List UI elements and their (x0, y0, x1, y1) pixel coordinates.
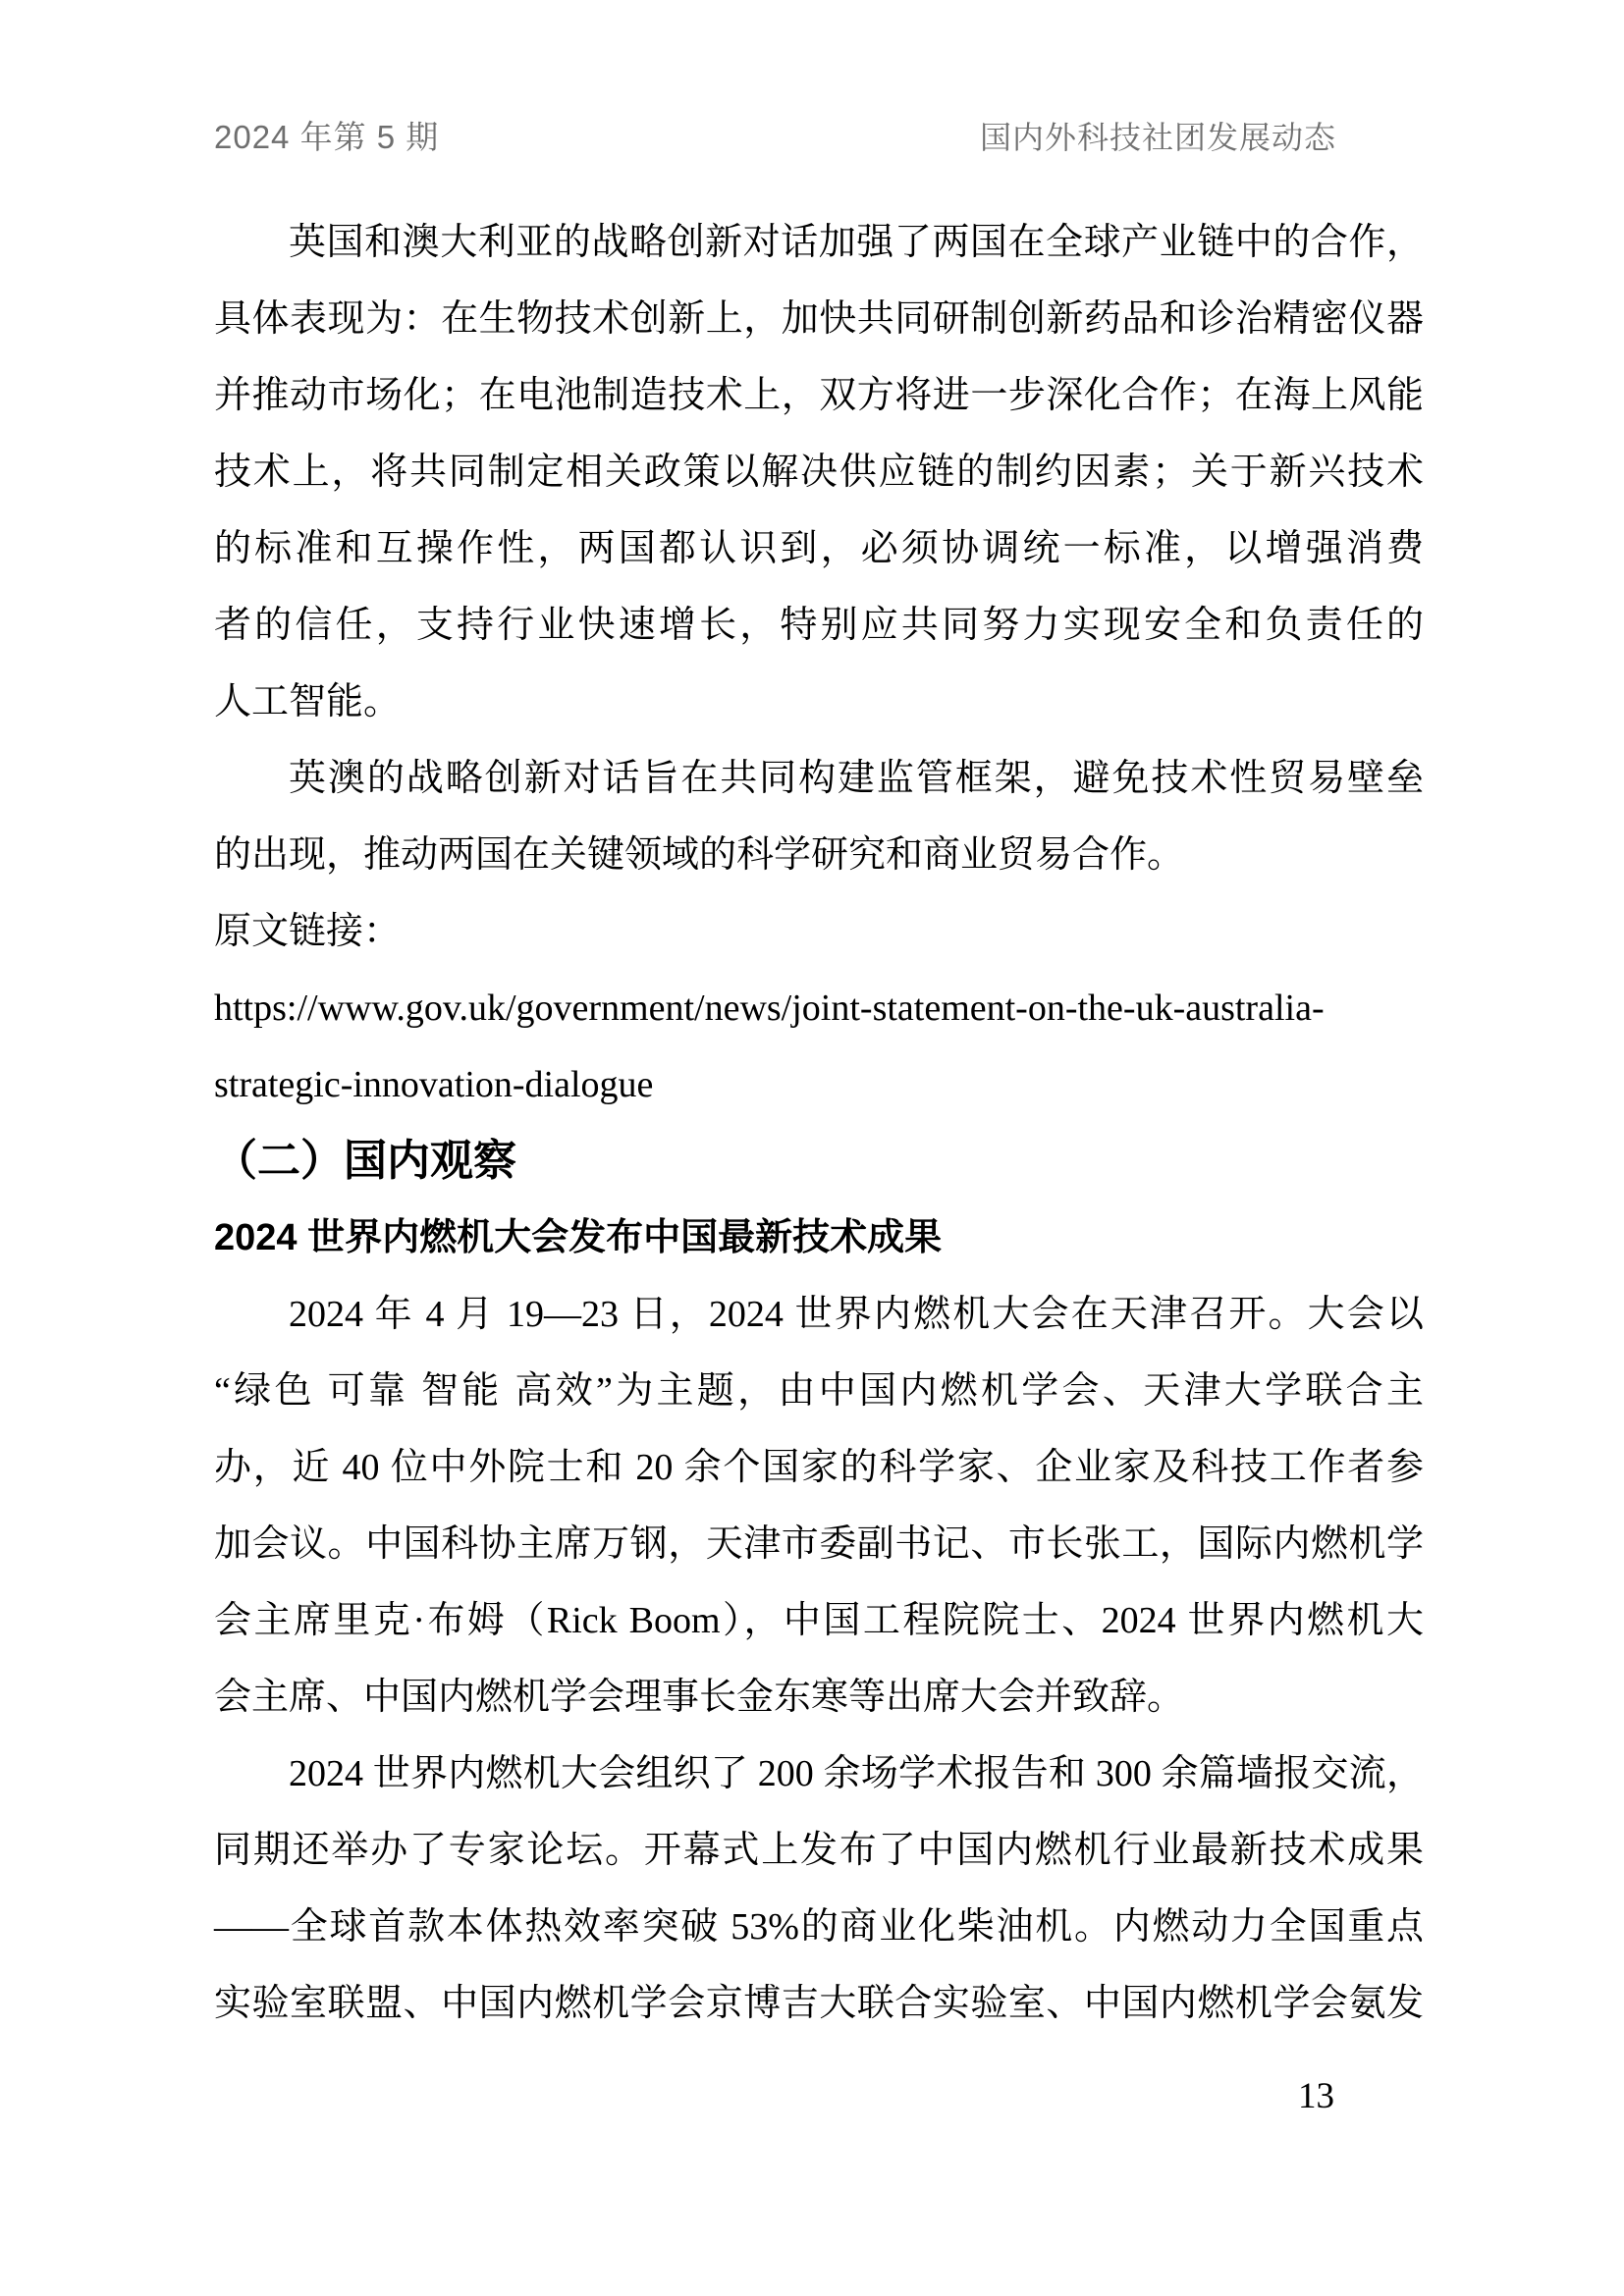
paragraph-line: 2024 世界内燃机大会组织了 200 余场学术报告和 300 余篇墙报交流， (289, 1753, 1424, 1794)
paragraph-line: 并推动市场化；在电池制造技术上，双方将进一步深化合作；在海上风能 (214, 375, 1424, 416)
paragraph-line: “绿色 可靠 智能 高效”为主题，由中国内燃机学会、天津大学联合主 (214, 1370, 1424, 1412)
paragraph-line: 会主席里克·布姆（Rick Boom），中国工程院院士、2024 世界内燃机大 (214, 1600, 1424, 1641)
paragraph-line: 具体表现为：在生物技术创新上，加快共同研制创新药品和诊治精密仪器 (214, 298, 1424, 340)
paragraph-line: 者的信任，支持行业快速增长，特别应共同努力实现安全和负责任的 (214, 605, 1424, 646)
source-link-url-line-2: strategic-innovation-dialogue (214, 1064, 654, 1105)
paragraph-line: 同期还举办了专家论坛。开幕式上发布了中国内燃机行业最新技术成果 (214, 1830, 1424, 1871)
source-link-label: 原文链接： (214, 911, 402, 952)
paragraph-line: 办，近 40 位中外院士和 20 余个国家的科学家、企业家及科技工作者参 (214, 1447, 1424, 1488)
page-body (214, 204, 1424, 2042)
paragraph-line: 的标准和互操作性，两国都认识到，必须协调统一标准，以增强消费 (214, 528, 1424, 569)
paragraph-line: 会主席、中国内燃机学会理事长金东寒等出席大会并致辞。 (214, 1677, 1185, 1718)
paragraph-line: 英国和澳大利亚的战略创新对话加强了两国在全球产业链中的合作， (289, 222, 1424, 263)
paragraph-line: 的出现，推动两国在关键领域的科学研究和商业贸易合作。 (214, 834, 1185, 876)
paragraph-line: 技术上，将共同制定相关政策以解决供应链的制约因素；关于新兴技术 (214, 452, 1424, 493)
paragraph-line: ——全球首款本体热效率突破 53%的商业化柴油机。内燃动力全国重点 (214, 1906, 1424, 1948)
header-publication-title: 国内外科技社团发展动态 (979, 120, 1336, 155)
paragraph-line: 2024 年 4 月 19—23 日，2024 世界内燃机大会在天津召开。大会以 (289, 1294, 1424, 1335)
paragraph-line: 人工智能。 (214, 681, 402, 722)
paragraph-line: 加会议。中国科协主席万钢，天津市委副书记、市长张工，国际内燃机学 (214, 1523, 1424, 1565)
section-heading: （二）国内观察 (214, 1137, 516, 1185)
header-issue-label: 2024 年第 5 期 (214, 119, 440, 155)
page-number: 13 (1298, 2076, 1334, 2116)
paragraph-line: 英澳的战略创新对话旨在共同构建监管框架，避免技术性贸易壁垒 (289, 758, 1424, 799)
article-title: 2024 世界内燃机大会发布中国最新技术成果 (214, 1217, 943, 1258)
source-link-url-line-1: https://www.gov.uk/government/news/joint-statement-on-the-uk-australia- (214, 988, 1325, 1029)
paragraph-line: 实验室联盟、中国内燃机学会京博吉大联合实验室、中国内燃机学会氨发 (214, 1983, 1424, 2024)
